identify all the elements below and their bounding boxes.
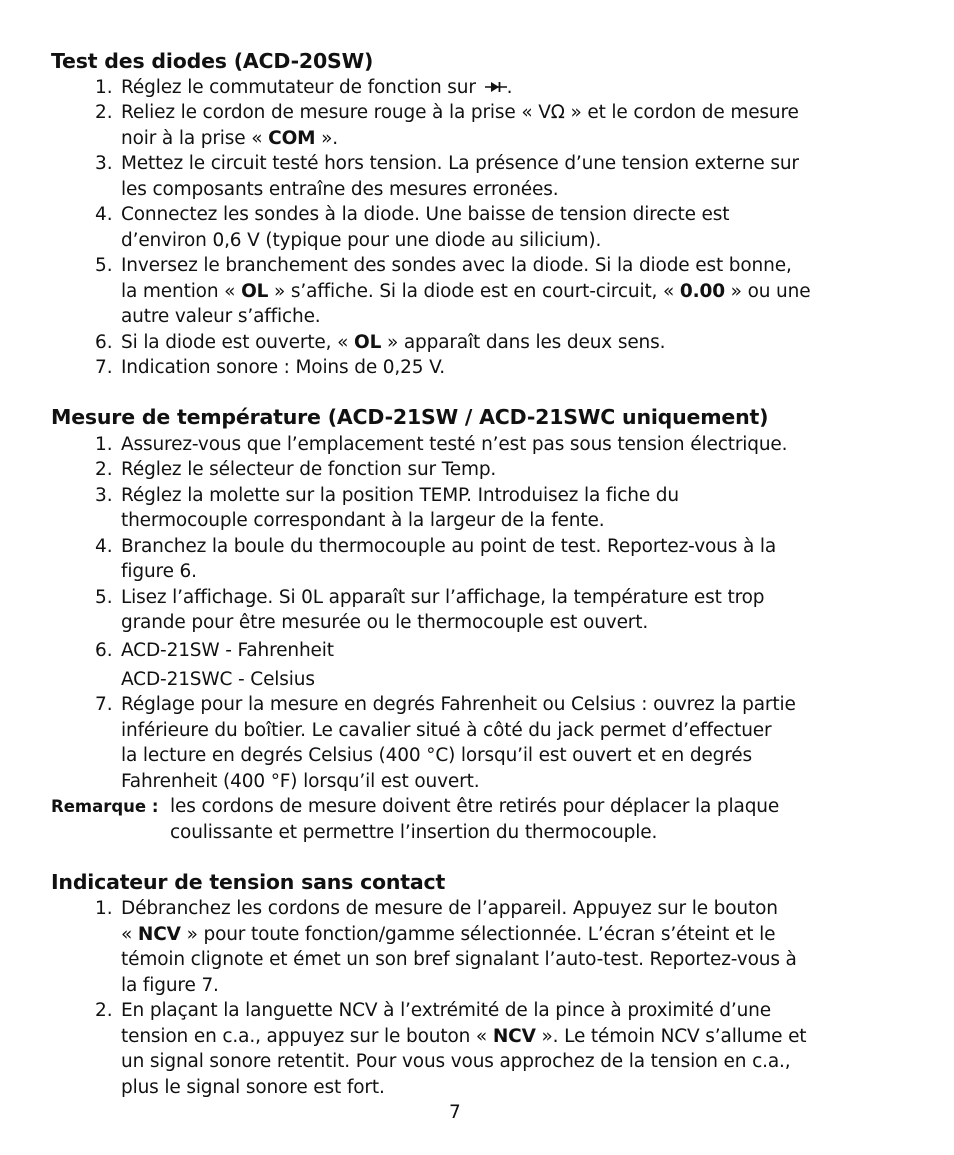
list-item-text: figure 6.: [121, 561, 197, 582]
diode-symbol-icon: [485, 78, 507, 99]
list-item-text: thermocouple correspondant à la largeur de la fente.: [121, 510, 605, 531]
list-number: 7.: [95, 357, 113, 378]
note-label: Remarque :: [51, 797, 159, 816]
list-number: 6.: [95, 332, 113, 353]
list-item-text: Indication sonore : Moins de 0,25 V.: [121, 357, 445, 378]
list-item-text: Connectez les sondes à la diode. Une baisse de tension directe est: [121, 204, 730, 225]
list-item-text: Mettez le circuit testé hors tension. La présence d’une tension externe sur: [121, 153, 799, 174]
list-item-text: Débranchez les cordons de mesure de l’appareil. Appuyez sur le bouton: [121, 898, 778, 919]
section-heading-diode-test: Test des diodes (ACD-20SW): [51, 49, 374, 73]
list-number: 1.: [95, 898, 113, 919]
list-item-text: Réglez le commutateur de fonction sur .: [121, 77, 513, 98]
list-item-text: plus le signal sonore est fort.: [121, 1077, 385, 1098]
list-item-text: Branchez la boule du thermocouple au point de test. Reportez-vous à la: [121, 536, 777, 557]
page-number: 7: [449, 1102, 461, 1123]
list-number: 1.: [95, 434, 113, 455]
list-item-text: d’environ 0,6 V (typique pour une diode au silicium).: [121, 230, 602, 251]
list-item-text: témoin clignote et émet un son bref signalant l’auto-test. Reportez-vous à: [121, 949, 797, 970]
list-number: 1.: [95, 77, 113, 98]
list-number: 5.: [95, 587, 113, 608]
list-item-text: un signal sonore retentit. Pour vous vous approchez de la tension en c.a.,: [121, 1051, 791, 1072]
list-item-text: « NCV » pour toute fonction/gamme sélectionnée. L’écran s’éteint et le: [121, 924, 776, 945]
list-number: 3.: [95, 485, 113, 506]
list-number: 2.: [95, 1000, 113, 1021]
list-item-text: En plaçant la languette NCV à l’extrémité de la pince à proximité d’une: [121, 1000, 771, 1021]
list-item-text: autre valeur s’affiche.: [121, 306, 321, 327]
list-item-text: Lisez l’affichage. Si 0L apparaît sur l’affichage, la température est trop: [121, 587, 765, 608]
section-heading-temperature: Mesure de température (ACD-21SW / ACD-21SWC uniquement): [51, 405, 769, 429]
list-number: 7.: [95, 694, 113, 715]
list-item-text: noir à la prise « COM ».: [121, 128, 339, 149]
list-number: 6.: [95, 640, 113, 661]
list-item-text: Réglez le sélecteur de fonction sur Temp.: [121, 459, 497, 480]
list-item-text: Fahrenheit (400 °F) lorsqu’il est ouvert.: [121, 771, 480, 792]
list-item-text: la figure 7.: [121, 975, 219, 996]
list-item-text: ACD-21SWC - Celsius: [121, 669, 315, 690]
list-item-text: Assurez-vous que l’emplacement testé n’est pas sous tension électrique.: [121, 434, 788, 455]
section-heading-ncv: Indicateur de tension sans contact: [51, 870, 446, 894]
list-number: 4.: [95, 536, 113, 557]
list-item-text: tension en c.a., appuyez sur le bouton « NCV ». Le témoin NCV s’allume et: [121, 1026, 807, 1047]
list-item-text: la mention « OL » s’affiche. Si la diode est en court-circuit, « 0.00 » ou une: [121, 281, 811, 302]
list-number: 5.: [95, 255, 113, 276]
list-item-text: Reliez le cordon de mesure rouge à la prise « VΩ » et le cordon de mesure: [121, 102, 799, 123]
list-item-text: Réglage pour la mesure en degrés Fahrenheit ou Celsius : ouvrez la partie: [121, 694, 796, 715]
list-number: 4.: [95, 204, 113, 225]
list-item-text: Réglez la molette sur la position TEMP. Introduisez la fiche du: [121, 485, 679, 506]
note-text: les cordons de mesure doivent être retirés pour déplacer la plaque: [170, 796, 780, 817]
list-number: 3.: [95, 153, 113, 174]
list-number: 2.: [95, 459, 113, 480]
list-item-text: la lecture en degrés Celsius (400 °C) lorsqu’il est ouvert et en degrés: [121, 745, 753, 766]
note-text: coulissante et permettre l’insertion du thermocouple.: [170, 822, 658, 843]
list-item-text: Inversez le branchement des sondes avec la diode. Si la diode est bonne,: [121, 255, 792, 276]
list-item-text: grande pour être mesurée ou le thermocouple est ouvert.: [121, 612, 649, 633]
list-item-text: ACD-21SW - Fahrenheit: [121, 640, 334, 661]
list-item-text: les composants entraîne des mesures erronées.: [121, 179, 559, 200]
list-item-text: Si la diode est ouverte, « OL » apparaît dans les deux sens.: [121, 332, 666, 353]
list-item-text: inférieure du boîtier. Le cavalier situé à côté du jack permet d’effectuer: [121, 720, 772, 741]
list-number: 2.: [95, 102, 113, 123]
